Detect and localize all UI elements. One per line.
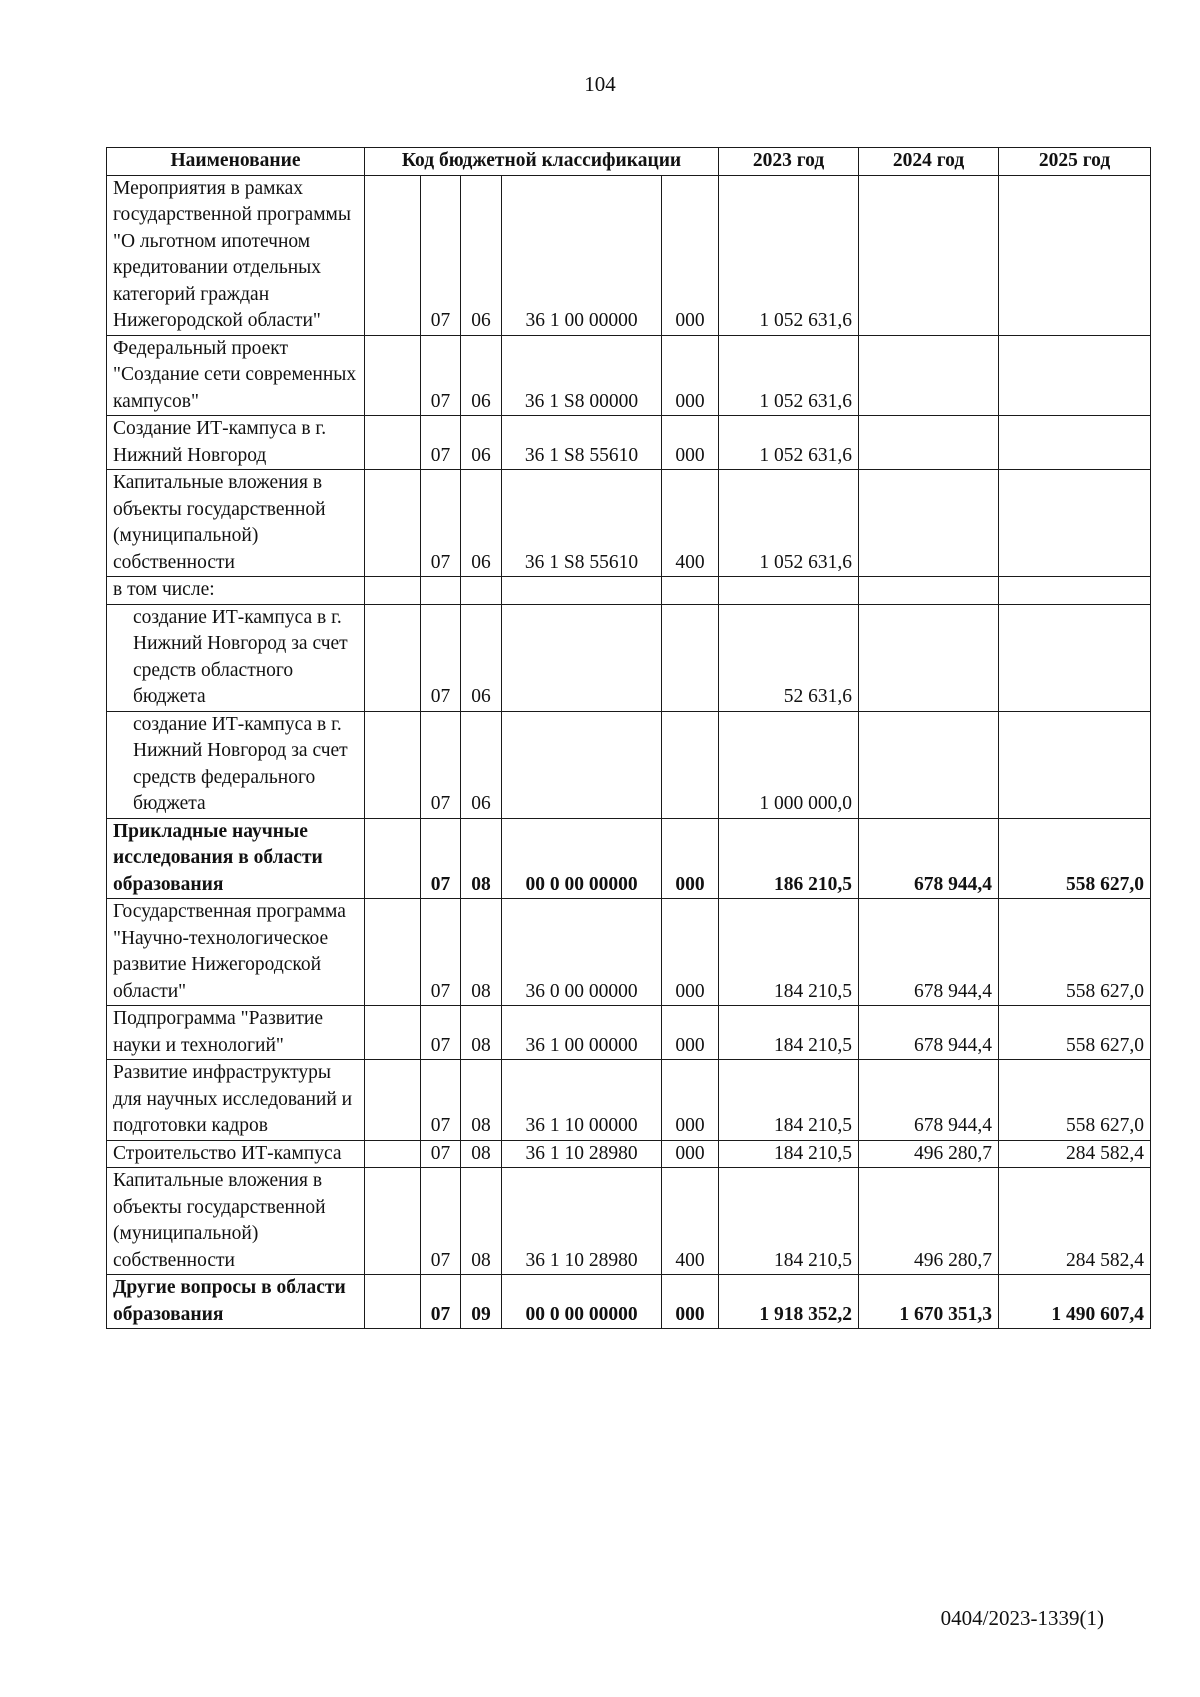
budget-table: [106, 147, 1151, 1329]
code-section: 07: [421, 1006, 461, 1060]
value-2024: [859, 577, 999, 605]
code-subsection: 06: [461, 416, 502, 470]
value-2025: 558 627,0: [999, 1006, 1151, 1060]
code-subsection: 08: [461, 1006, 502, 1060]
value-2024: [859, 416, 999, 470]
value-2024: 1 670 351,3: [859, 1275, 999, 1329]
code-subsection: 06: [461, 604, 502, 711]
table-row: [107, 604, 1151, 711]
value-2024: [859, 335, 999, 416]
value-2023: 1 918 352,2: [719, 1275, 859, 1329]
code-expense-type: 000: [662, 175, 719, 335]
value-2025: 1 490 607,4: [999, 1275, 1151, 1329]
value-2023: 184 210,5: [719, 899, 859, 1006]
code-expense-type: [662, 711, 719, 818]
code-section: 07: [421, 1140, 461, 1168]
code-part-1: [365, 175, 421, 335]
value-2025: 558 627,0: [999, 818, 1151, 899]
row-name: создание ИТ-кампуса в г. Нижний Новгород за счет средств федерального бюджета: [107, 711, 365, 818]
header-code: Код бюджетной классификации: [365, 148, 719, 176]
code-section: 07: [421, 470, 461, 577]
code-target: 36 0 00 00000: [502, 899, 662, 1006]
code-target: 36 1 00 00000: [502, 175, 662, 335]
code-expense-type: 000: [662, 899, 719, 1006]
value-2024: [859, 470, 999, 577]
code-expense-type: 000: [662, 818, 719, 899]
code-part-1: [365, 818, 421, 899]
value-2024: 678 944,4: [859, 899, 999, 1006]
value-2025: [999, 416, 1151, 470]
code-target: 36 1 S8 55610: [502, 416, 662, 470]
code-target: [502, 577, 662, 605]
value-2023: 1 052 631,6: [719, 470, 859, 577]
code-section: 07: [421, 711, 461, 818]
code-part-1: [365, 577, 421, 605]
code-section: 07: [421, 1275, 461, 1329]
code-section: 07: [421, 335, 461, 416]
value-2025: [999, 470, 1151, 577]
value-2023: 184 210,5: [719, 1006, 859, 1060]
code-section: 07: [421, 899, 461, 1006]
table-row: [107, 1168, 1151, 1275]
table-row: [107, 335, 1151, 416]
code-expense-type: 000: [662, 335, 719, 416]
code-target: [502, 604, 662, 711]
code-target: 36 1 10 28980: [502, 1168, 662, 1275]
row-name: Создание ИТ-кампуса в г. Нижний Новгород: [107, 416, 365, 470]
header-2024: 2024 год: [859, 148, 999, 176]
code-target: [502, 711, 662, 818]
value-2024: 496 280,7: [859, 1140, 999, 1168]
row-name: Развитие инфраструктуры для научных исследований и подготовки кадров: [107, 1060, 365, 1141]
code-expense-type: 400: [662, 1168, 719, 1275]
code-part-1: [365, 1006, 421, 1060]
code-subsection: 08: [461, 818, 502, 899]
code-target: 36 1 S8 00000: [502, 335, 662, 416]
code-target: 00 0 00 00000: [502, 818, 662, 899]
code-expense-type: 000: [662, 1060, 719, 1141]
code-subsection: 08: [461, 1140, 502, 1168]
code-section: 07: [421, 175, 461, 335]
value-2024: 678 944,4: [859, 1060, 999, 1141]
row-name: Подпрограмма "Развитие науки и технологий": [107, 1006, 365, 1060]
value-2023: 184 210,5: [719, 1168, 859, 1275]
value-2025: [999, 175, 1151, 335]
code-target: 36 1 00 00000: [502, 1006, 662, 1060]
table-header-row: [107, 148, 1151, 176]
code-subsection: 06: [461, 335, 502, 416]
value-2023: 1 000 000,0: [719, 711, 859, 818]
code-section: 07: [421, 416, 461, 470]
code-subsection: 06: [461, 175, 502, 335]
code-section: [421, 577, 461, 605]
header-2025: 2025 год: [999, 148, 1151, 176]
code-subsection: 08: [461, 1060, 502, 1141]
row-name: Федеральный проект "Создание сети современных кампусов": [107, 335, 365, 416]
row-name: Прикладные научные исследования в области образования: [107, 818, 365, 899]
code-expense-type: 000: [662, 1140, 719, 1168]
code-part-1: [365, 1140, 421, 1168]
value-2023: [719, 577, 859, 605]
code-target: 36 1 10 28980: [502, 1140, 662, 1168]
value-2023: 1 052 631,6: [719, 416, 859, 470]
code-target: 36 1 S8 55610: [502, 470, 662, 577]
code-part-1: [365, 1275, 421, 1329]
value-2025: [999, 335, 1151, 416]
code-part-1: [365, 711, 421, 818]
value-2024: [859, 604, 999, 711]
value-2025: [999, 711, 1151, 818]
value-2023: 186 210,5: [719, 818, 859, 899]
row-name: Строительство ИТ-кампуса: [107, 1140, 365, 1168]
value-2024: [859, 711, 999, 818]
row-name: Мероприятия в рамках государственной программы "О льготном ипотечном кредитовании отдельных категорий граждан Нижегородской области": [107, 175, 365, 335]
value-2024: 678 944,4: [859, 818, 999, 899]
header-2023: 2023 год: [719, 148, 859, 176]
table-row: [107, 577, 1151, 605]
row-name: в том числе:: [107, 577, 365, 605]
row-name: Другие вопросы в области образования: [107, 1275, 365, 1329]
code-expense-type: 000: [662, 416, 719, 470]
table-row: [107, 711, 1151, 818]
code-subsection: 06: [461, 470, 502, 577]
code-subsection: 08: [461, 1168, 502, 1275]
code-expense-type: 000: [662, 1006, 719, 1060]
table-row: [107, 175, 1151, 335]
value-2025: [999, 604, 1151, 711]
page-number: 104: [584, 72, 616, 96]
code-subsection: 08: [461, 899, 502, 1006]
value-2023: 52 631,6: [719, 604, 859, 711]
table-row: [107, 1140, 1151, 1168]
code-part-1: [365, 1060, 421, 1141]
code-expense-type: 400: [662, 470, 719, 577]
row-name: Государственная программа "Научно-технологическое развитие Нижегородской области": [107, 899, 365, 1006]
value-2023: 184 210,5: [719, 1140, 859, 1168]
value-2023: 184 210,5: [719, 1060, 859, 1141]
code-part-1: [365, 416, 421, 470]
table-row: [107, 1006, 1151, 1060]
table-row: [107, 899, 1151, 1006]
value-2023: 1 052 631,6: [719, 175, 859, 335]
code-part-1: [365, 604, 421, 711]
value-2024: [859, 175, 999, 335]
code-part-1: [365, 899, 421, 1006]
code-expense-type: [662, 577, 719, 605]
code-part-1: [365, 335, 421, 416]
code-expense-type: [662, 604, 719, 711]
value-2023: 1 052 631,6: [719, 335, 859, 416]
value-2024: 678 944,4: [859, 1006, 999, 1060]
code-subsection: [461, 577, 502, 605]
table-row: [107, 818, 1151, 899]
row-name: Капитальные вложения в объекты государственной (муниципальной) собственности: [107, 470, 365, 577]
code-target: 00 0 00 00000: [502, 1275, 662, 1329]
document-id: 0404/2023-1339(1): [940, 1606, 1104, 1630]
value-2025: 284 582,4: [999, 1140, 1151, 1168]
table-row: [107, 470, 1151, 577]
code-section: 07: [421, 604, 461, 711]
code-subsection: 06: [461, 711, 502, 818]
code-part-1: [365, 470, 421, 577]
header-name: Наименование: [107, 148, 365, 176]
code-section: 07: [421, 818, 461, 899]
code-section: 07: [421, 1168, 461, 1275]
value-2025: 284 582,4: [999, 1168, 1151, 1275]
table-row: [107, 416, 1151, 470]
row-name: Капитальные вложения в объекты государственной (муниципальной) собственности: [107, 1168, 365, 1275]
value-2024: 496 280,7: [859, 1168, 999, 1275]
row-name: создание ИТ-кампуса в г. Нижний Новгород за счет средств областного бюджета: [107, 604, 365, 711]
value-2025: 558 627,0: [999, 1060, 1151, 1141]
table-row: [107, 1275, 1151, 1329]
code-part-1: [365, 1168, 421, 1275]
code-section: 07: [421, 1060, 461, 1141]
code-target: 36 1 10 00000: [502, 1060, 662, 1141]
value-2025: 558 627,0: [999, 899, 1151, 1006]
table-row: [107, 1060, 1151, 1141]
code-expense-type: 000: [662, 1275, 719, 1329]
value-2025: [999, 577, 1151, 605]
code-subsection: 09: [461, 1275, 502, 1329]
